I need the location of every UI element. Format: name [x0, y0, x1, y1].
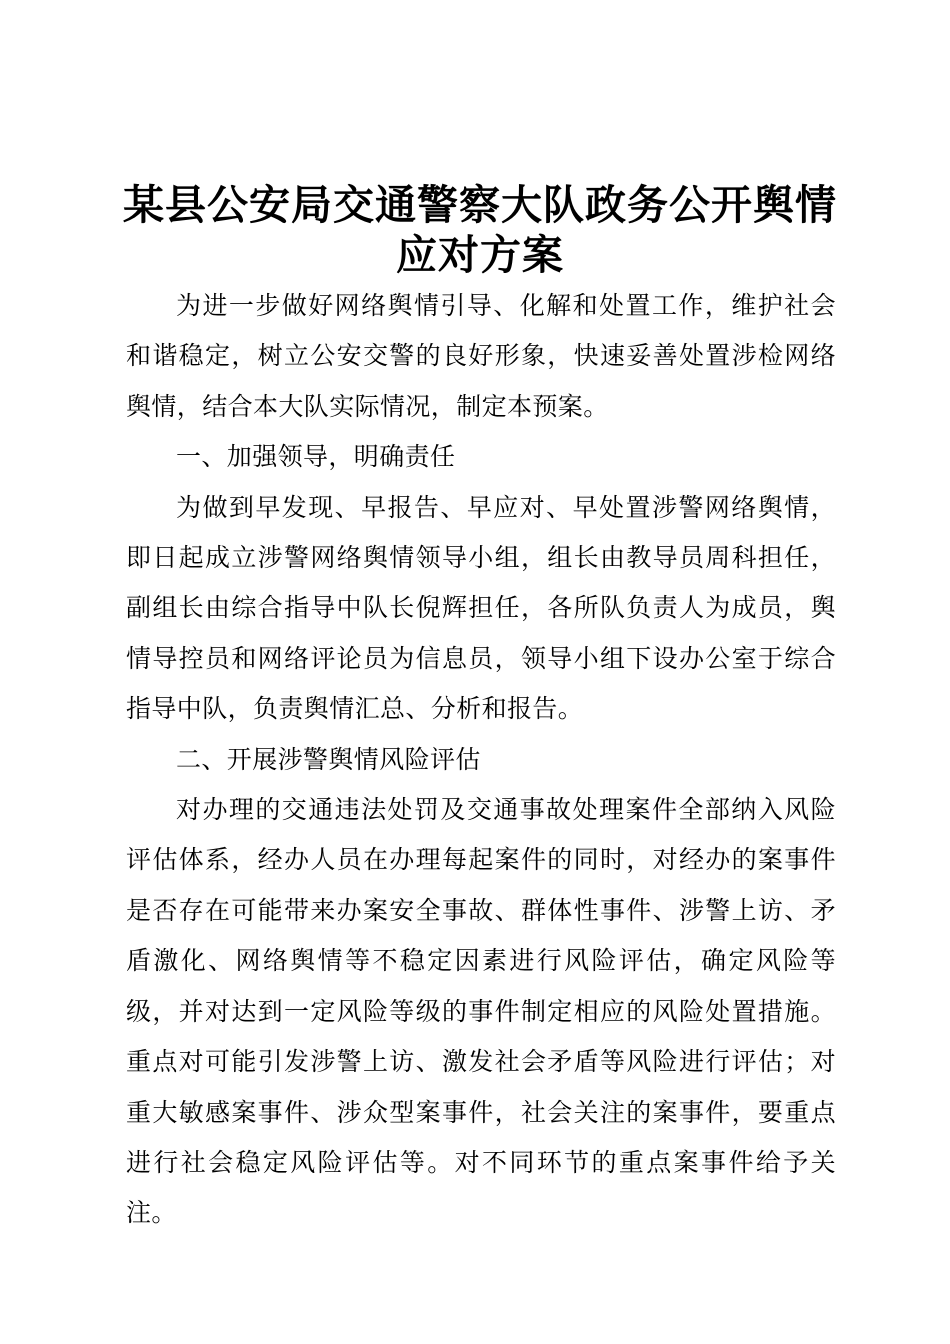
document-body — [126, 281, 836, 1239]
section-2-paragraph: 对办理的交通违法处罚及交通事故处理案件全部纳入风险评估体系，经办人员在办理每起案件的同时，对经办的案事件是否存在可能带来办案安全事故、群体性事件、涉警上访、矛盾激化、网络舆情等不稳定因素进行风险评估，确定风险等级，并对达到一定风险等级的事件制定相应的风险处置措施。重点对可能引发涉警上访、激发社会矛盾等风险进行评估；对重大敏感案事件、涉众型案事件，社会关注的案事件，要重点进行社会稳定风险评估等。对不同环节的重点案事件给予关注。 — [126, 795, 836, 1228]
section-heading-1: 一、加强领导，明确责任 — [176, 442, 456, 472]
document-title — [110, 180, 850, 280]
intro-paragraph: 为进一步做好网络舆情引导、化解和处置工作，维护社会和谐稳定，树立公安交警的良好形象，快速妥善处置涉检网络舆情，结合本大队实际情况，制定本预案。 — [126, 291, 836, 421]
section-heading-2: 二、开展涉警舆情风险评估 — [176, 744, 481, 774]
title-line-2: 应对方案 — [396, 231, 564, 279]
section-1-paragraph: 为做到早发现、早报告、早应对、早处置涉警网络舆情，即日起成立涉警网络舆情领导小组，组长由教导员周科担任，副组长由综合指导中队长倪辉担任，各所队负责人为成员，舆情导控员和网络评论员为信息员，领导小组下设办公室于综合指导中队，负责舆情汇总、分析和报告。 — [126, 492, 836, 724]
title-line-1: 某县公安局交通警察大队政务公开舆情 — [123, 181, 837, 229]
